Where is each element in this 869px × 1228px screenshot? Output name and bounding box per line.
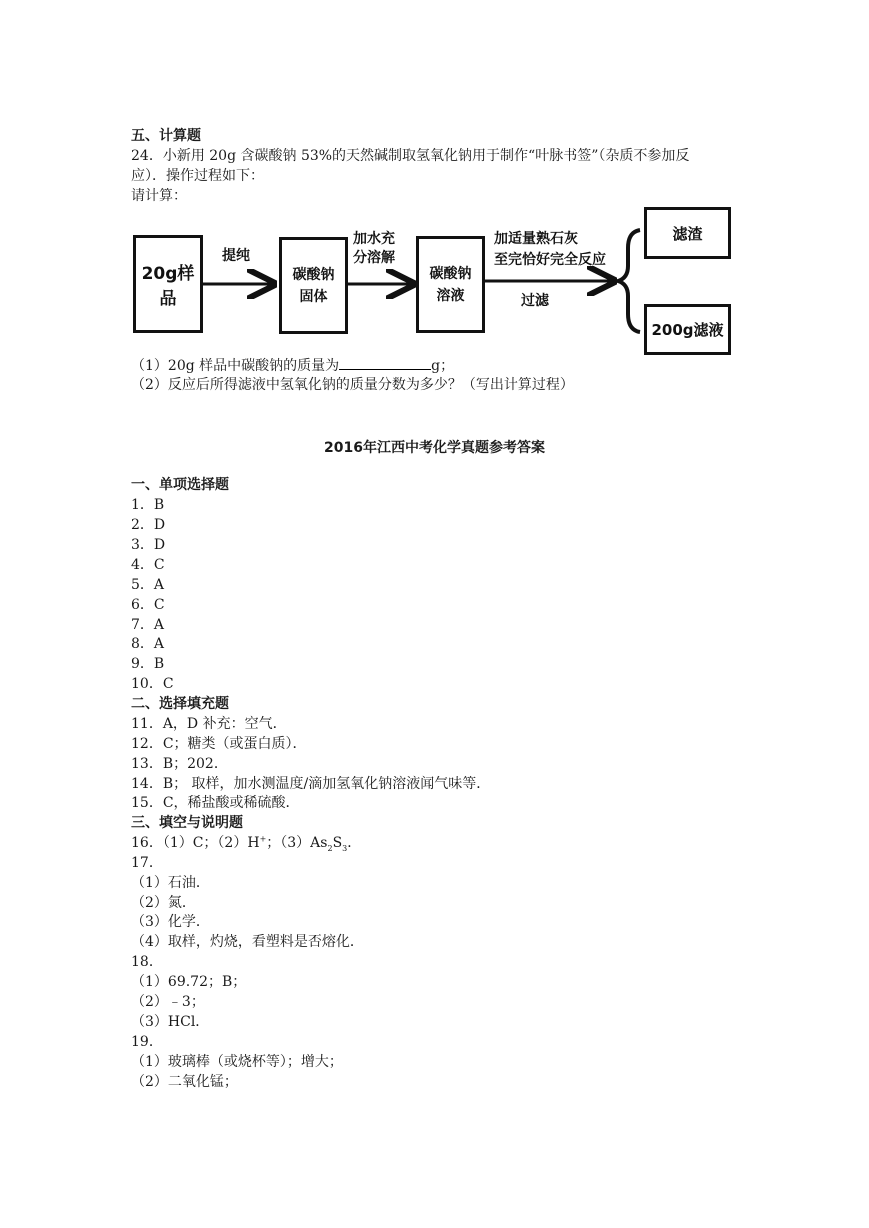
question-24-line-1: 24．小新用 20g 含碳酸钠 53%的天然碱制取氢氧化钠用于制作“叶脉书签”（杂质不参加反: [131, 148, 690, 164]
answer-item: 15．C，稀盐酸或稀硫酸．: [131, 795, 300, 811]
sample-box: [133, 235, 203, 333]
answer-item: 14．B； 取样，加水测温度/滴加氢氧化钠溶液闻气味等．: [131, 776, 491, 792]
answer-sub-item: （4）取样，灼烧，看塑料是否熔化．: [131, 934, 364, 950]
answer-sub-item: （3）化学．: [131, 914, 210, 930]
part-2-heading: 二、选择填充题: [131, 696, 229, 712]
answer-item: 6．C: [131, 597, 165, 613]
answer-sub-item: （2）氮．: [131, 895, 196, 911]
part-1-heading: 一、单项选择题: [131, 477, 229, 493]
answer-item: 4．C: [131, 557, 165, 573]
q16-subscript-2: 3: [342, 843, 348, 853]
answer-item: 9．B: [131, 656, 165, 672]
sodium-carbonate-solution-box: [416, 236, 485, 333]
residue-box: [644, 207, 731, 259]
residue-box-label: 滤渣: [672, 224, 703, 243]
answer-item: 8．A: [131, 636, 165, 652]
question-24-part-1: [131, 355, 454, 376]
solid-box-line-2: 固体: [299, 288, 328, 305]
q16-text-d: ．: [347, 835, 362, 851]
answer-item: 12．C；糖类（或蛋白质）．: [131, 736, 307, 752]
brace: [618, 230, 640, 332]
part-3-heading: 三、填空与说明题: [131, 815, 243, 831]
answer-item: 2．D: [131, 517, 166, 533]
question-24-line-2: 应）．操作过程如下：: [131, 168, 264, 184]
solution-box-line-1: 碳酸钠: [429, 265, 472, 282]
answer-item: 7．A: [131, 617, 165, 633]
answer-sub-item: （1）石油．: [131, 875, 210, 891]
answer-item: 1．B: [131, 497, 165, 513]
q16-text-c: S: [332, 835, 343, 851]
step-filter-label: 过滤: [521, 293, 549, 309]
filtrate-box: [644, 304, 731, 355]
answer-sub-item: （2）二氧化锰；: [131, 1074, 238, 1090]
answer-item-16: [131, 833, 361, 853]
step-react-label-2: 至完恰好完全反应: [494, 252, 606, 268]
question-24-part-2: （2）反应后所得滤液中氢氧化钠的质量分数为多少？（写出计算过程）: [131, 377, 574, 393]
q16-text-a: 16．（1）C；（2）H: [131, 835, 260, 851]
sample-box-label: 20g样品: [141, 264, 195, 309]
part-1-unit: g；: [431, 358, 455, 374]
part-1-text: （1）20g 样品中碳酸钠的质量为: [131, 358, 340, 374]
flowchart-arrows: [0, 0, 869, 400]
answers-title: 2016年江西中考化学真题参考答案: [324, 440, 545, 456]
answer-item-19: 19．: [131, 1034, 163, 1050]
step-dissolve-label-2: 分溶解: [353, 250, 395, 266]
solution-box-line-2: 溶液: [436, 287, 465, 304]
answer-item: 3．D: [131, 537, 166, 553]
answer-sub-item: （1）69.72；B；: [131, 974, 247, 990]
answer-item: 11．A，D 补充：空气．: [131, 716, 287, 732]
step-dissolve-label-1: 加水充: [353, 231, 395, 247]
solid-box-line-1: 碳酸钠: [292, 266, 335, 283]
answer-sub-item: （2）﹣3；: [131, 994, 205, 1010]
question-24-line-3: 请计算：: [131, 188, 187, 204]
sodium-carbonate-solid-box: [279, 237, 348, 334]
q16-subscript-1: 2: [327, 843, 333, 853]
answer-item: 5．A: [131, 577, 165, 593]
answer-sub-item: （1）玻璃棒（或烧杯等）；增大；: [131, 1054, 343, 1070]
q16-text-b: ；（3）As: [266, 835, 328, 851]
section-heading-calc: 五、计算题: [131, 128, 201, 144]
step-react-label-1: 加适量熟石灰: [494, 231, 578, 247]
step-purify-label: 提纯: [222, 248, 250, 264]
answer-blank: [339, 355, 431, 370]
answer-item-17: 17．: [131, 855, 163, 871]
filtrate-box-label: 200g滤液: [651, 321, 724, 339]
q16-superscript: +: [259, 834, 267, 844]
answer-item: 10．C: [131, 676, 174, 692]
answer-sub-item: （3）HCl．: [131, 1014, 210, 1030]
answer-item: 13．B；202．: [131, 756, 228, 772]
answer-item-18: 18．: [131, 954, 163, 970]
